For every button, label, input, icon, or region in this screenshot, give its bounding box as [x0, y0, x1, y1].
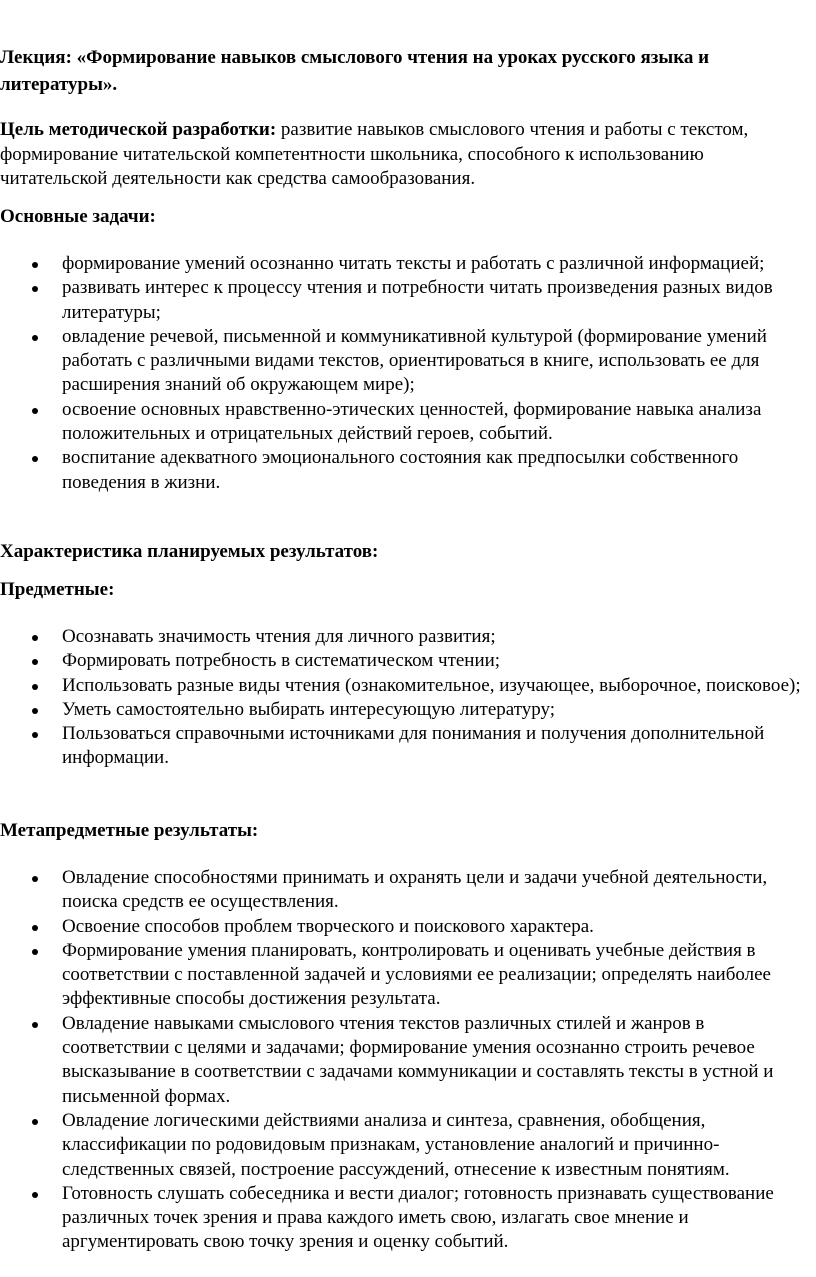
- list-item: воспитание адекватного эмоционального состояния как предпосылки собственного поведения в жизни.: [0, 446, 816, 495]
- subject-results-list: [0, 625, 816, 771]
- list-item: Использовать разные виды чтения (ознакомительное, изучающее, выборочное, поисковое);: [0, 674, 816, 698]
- list-item: формирование умений осознанно читать тексты и работать с различной информацией;: [0, 252, 816, 276]
- list-item: овладение речевой, письменной и коммуникативной культурой (формирование умений работать с различными видами текстов, ориентироваться в книге, использовать ее для расширения знаний об окружающем мире);: [0, 325, 816, 398]
- list-item: Уметь самостоятельно выбирать интересующую литературу;: [0, 698, 816, 722]
- results-heading: Характеристика планируемых результатов:: [0, 541, 379, 562]
- list-item: освоение основных нравственно-этических ценностей, формирование навыка анализа положительных и отрицательных действий героев, событий.: [0, 398, 816, 447]
- goal-label: Цель методической разработки:: [0, 119, 277, 140]
- lecture-title: Лекция: «Формирование навыков смыслового чтения на уроках русского языка и литературы».: [0, 47, 710, 95]
- meta-heading: Метапредметные результаты:: [0, 820, 259, 841]
- goal-text: развитие навыков смыслового чтения и работы с текстом, формирование читательской компетентности школьника, способного к использованию читательской деятельности как средства самообразования.: [0, 119, 749, 189]
- list-item: Овладение способностями принимать и охранять цели и задачи учебной деятельности, поиска средств ее осуществления.: [0, 866, 816, 915]
- meta-results-list: [0, 866, 816, 1255]
- list-item: Освоение способов проблем творческого и поискового характера.: [0, 915, 816, 939]
- list-item: Формировать потребность в систематическом чтении;: [0, 649, 816, 673]
- list-item: Овладение навыками смыслового чтения текстов различных стилей и жанров в соответствии с целями и задачами; формирование умения осознанно строить речевое высказывание в соответствии с задачами коммуникации и составлять тексты в устной и письменной формах.: [0, 1012, 816, 1109]
- goal-paragraph: [0, 118, 812, 192]
- list-item: развивать интерес к процессу чтения и потребности читать произведения разных видов литературы;: [0, 276, 816, 325]
- list-item: Готовность слушать собеседника и вести диалог; готовность признавать существование различных точек зрения и права каждого иметь свою, излагать свое мнение и аргументировать свою точку зрения и оценку событий.: [0, 1182, 816, 1255]
- tasks-list: [0, 252, 816, 495]
- tasks-heading: Основные задачи:: [0, 206, 156, 227]
- subject-heading: Предметные:: [0, 579, 115, 600]
- list-item: Осознавать значимость чтения для личного развития;: [0, 625, 816, 649]
- list-item: Формирование умения планировать, контролировать и оценивать учебные действия в соответствии с поставленной задачей и условиями ее реализации; определять наиболее эффективные способы достижения результата.: [0, 939, 816, 1012]
- list-item: Овладение логическими действиями анализа и синтеза, сравнения, обобщения, классификации по родовидовым признакам, установление аналогий и причинно-следственных связей, построение рассуждений, отнесение к известным понятиям.: [0, 1109, 816, 1182]
- list-item: Пользоваться справочными источниками для понимания и получения дополнительной информации.: [0, 722, 816, 771]
